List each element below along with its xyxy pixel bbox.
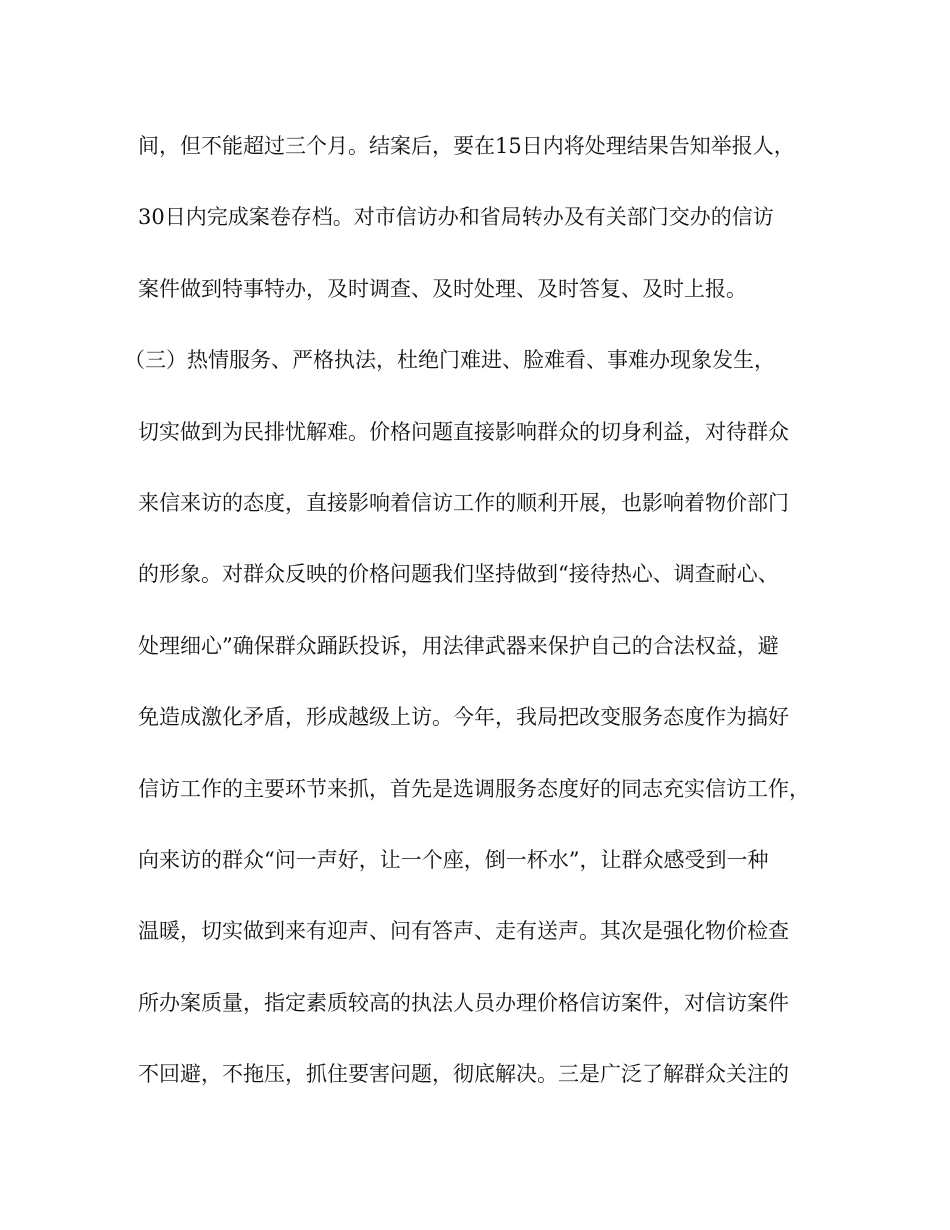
- text-line: 免造成激化矛盾，形成越级上访。今年，我局把改变服务态度作为搞好: [138, 705, 789, 729]
- text-line: 30日内完成案卷存档。对市信访办和省局转办及有关部门交办的信访: [138, 205, 774, 229]
- text-line: 间，但不能超过三个月。结案后，要在15日内将处理结果告知举报人，: [138, 134, 795, 158]
- text-line: 信访工作的主要环节来抓，首先是选调服务态度好的同志充实信访工作，: [138, 777, 810, 801]
- text-line: 切实做到为民排忧解难。价格问题直接影响群众的切身利益，对待群众: [138, 420, 789, 444]
- text-line: 所办案质量，指定素质较高的执法人员办理价格信访案件，对信访案件: [138, 991, 789, 1015]
- text-line: 不回避，不拖压，抓住要害问题，彻底解决。三是广泛了解群众关注的: [138, 1062, 789, 1086]
- text-line: 的形象。对群众反映的价格问题我们坚持做到“接待热心、调查耐心、: [138, 562, 779, 586]
- text-line: 来信来访的态度，直接影响着信访工作的顺利开展，也影响着物价部门: [138, 491, 789, 515]
- text-line: （三）热情服务、严格执法，杜绝门难进、脸难看、事难办现象发生，: [124, 348, 775, 372]
- text-line: 处理细心”确保群众踊跃投诉，用法律武器来保护自己的合法权益，避: [138, 634, 779, 658]
- text-line: 案件做到特事特办，及时调查、及时处理、及时答复、及时上报。: [138, 277, 747, 301]
- text-line: 向来访的群众“问一声好，让一个座，倒一杯水”，让群众感受到一种: [138, 848, 769, 872]
- text-line: 温暖，切实做到来有迎声、问有答声、走有送声。其次是强化物价检查: [138, 919, 789, 943]
